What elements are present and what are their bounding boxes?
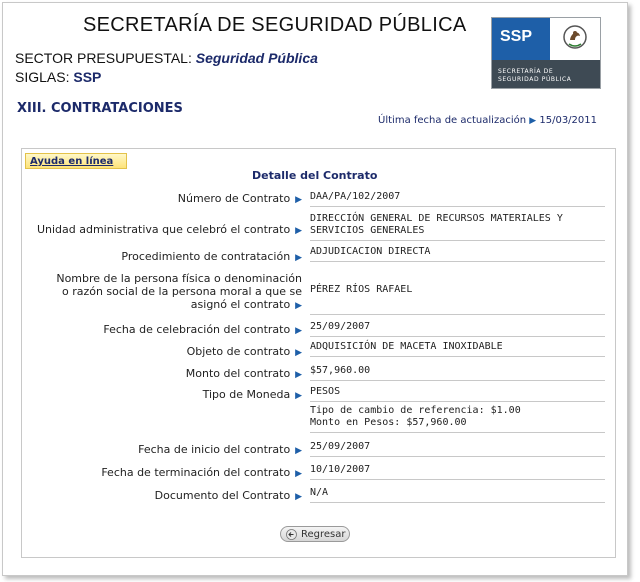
ssp-logo [491, 17, 601, 89]
field-value: $57,960.00 [310, 365, 605, 381]
siglas-value: SSP [73, 69, 102, 85]
field-label: Unidad administrativa que celebró el contrato ▶ [36, 223, 302, 236]
field-value: PÉREZ RÍOS RAFAEL [310, 284, 605, 315]
update-date: 15/03/2011 [539, 115, 597, 126]
help-link[interactable]: Ayuda en línea [25, 153, 127, 169]
back-button-label: Regresar [301, 529, 346, 540]
field-value: ADJUDICACION DIRECTA [310, 246, 605, 262]
detail-title: Detalle del Contrato [252, 169, 378, 182]
page-frame [2, 2, 628, 576]
update-line [378, 115, 597, 126]
logo-text-line2: SEGURIDAD PÚBLICA [498, 76, 572, 83]
field-label: Nombre de la persona física o denominación o razón social de la persona moral a que se asignó el contrato ▶ [56, 272, 302, 311]
field-label: Fecha de inicio del contrato ▶ [138, 443, 302, 456]
arrow-right-icon: ▶ [292, 301, 302, 311]
eagle-emblem-icon [561, 22, 589, 54]
exchange-rate: Tipo de cambio de referencia: $1.00 [310, 405, 521, 416]
field-label: Número de Contrato ▶ [177, 192, 302, 205]
field-label: Objeto de contrato ▶ [186, 345, 302, 358]
sector-line [15, 50, 318, 66]
field-label: Procedimiento de contratación ▶ [121, 250, 302, 263]
field-label: Monto del contrato ▶ [185, 367, 302, 380]
field-value: ADQUISICIÓN DE MACETA INOXIDABLE [310, 341, 605, 357]
section-heading: XIII. CONTRATACIONES [17, 101, 183, 116]
logo-abbr: SSP [500, 28, 533, 45]
logo-text [498, 68, 571, 84]
sector-value: Seguridad Pública [195, 50, 318, 66]
page-title: SECRETARÍA DE SEGURIDAD PÚBLICA [83, 14, 467, 36]
contract-detail-panel [21, 148, 616, 558]
arrow-right-icon: ▶ [292, 195, 302, 205]
logo-text-line1: SECRETARÍA DE [498, 68, 554, 75]
arrow-right-icon: ▶ [292, 469, 302, 479]
update-label: Última fecha de actualización [378, 115, 527, 126]
arrow-right-icon: ▶ [529, 116, 537, 126]
exchange-block [310, 405, 605, 433]
field-value: N/A [310, 487, 605, 503]
field-value: 25/09/2007 [310, 321, 605, 337]
amount-in-pesos: Monto en Pesos: $57,960.00 [310, 417, 467, 428]
field-label: Fecha de terminación del contrato ▶ [101, 466, 302, 479]
arrow-right-icon: ▶ [292, 446, 302, 456]
siglas-label: SIGLAS: [15, 69, 70, 85]
arrow-right-icon: ▶ [292, 348, 302, 358]
field-value: PESOS [310, 386, 605, 402]
arrow-right-icon: ▶ [292, 391, 302, 401]
arrow-right-icon: ▶ [292, 492, 302, 502]
field-value: DAA/PA/102/2007 [310, 191, 605, 207]
sector-label: SECTOR PRESUPUESTAL: [15, 50, 192, 66]
arrow-right-icon: ▶ [292, 326, 302, 336]
back-button[interactable] [280, 526, 350, 542]
siglas-line [15, 69, 101, 85]
field-value: 10/10/2007 [310, 464, 605, 480]
back-arrow-icon [286, 529, 297, 540]
logo-blue-block [492, 18, 550, 60]
field-label: Documento del Contrato ▶ [154, 489, 302, 502]
arrow-right-icon: ▶ [292, 253, 302, 263]
field-label: Tipo de Moneda ▶ [202, 388, 302, 401]
field-label: Fecha de celebración del contrato ▶ [103, 323, 302, 336]
arrow-right-icon: ▶ [292, 370, 302, 380]
field-value: 25/09/2007 [310, 441, 605, 457]
arrow-right-icon: ▶ [292, 226, 302, 236]
field-value: DIRECCIÓN GENERAL DE RECURSOS MATERIALES Y SERVICIOS GENERALES [310, 213, 605, 241]
